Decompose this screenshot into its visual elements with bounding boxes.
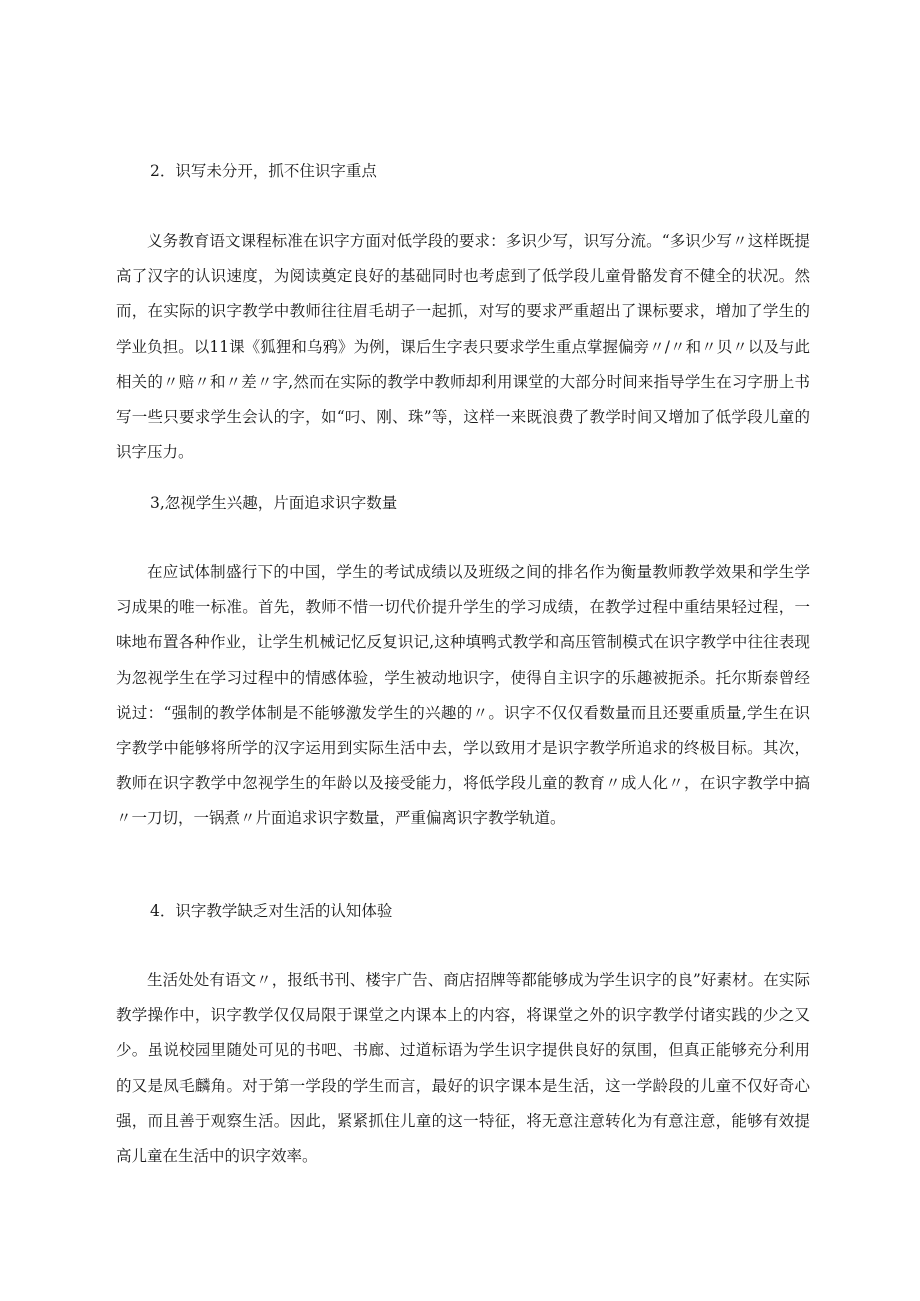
section-heading-2: 2．识写未分开，抓不住识字重点 [150, 162, 377, 180]
section-heading-4: 4．识字教学缺乏对生活的认知体验 [150, 902, 393, 920]
section-heading-3: 3,忽视学生兴趣，片面追求识字数量 [150, 494, 398, 512]
section-paragraph-2: 义务教育语文课程标准在识字方面对低学段的要求：多识少写，识写分流。“多识少写〃这样既提高了汉字的认识速度，为阅读奠定良好的基础同时也考虑到了低学段儿童骨骼发育不健全的状况。然而，在实际的识字教学中教师往往眉毛胡子一起抓，对写的要求严重超出了课标要求，增加了学生的学业负担。以11课《狐狸和乌鸦》为例，课后生字表只要求学生重点掌握偏旁〃/〃和〃贝〃以及与此相关的〃赔〃和〃差〃字,然而在实际的教学中教师却利用课堂的大部分时间来指导学生在习字册上书写一些只要求学生会认的字，如“叼、刚、珠”等，这样一来既浪费了教学时间又增加了低学段儿童的识字压力。 [116, 232, 810, 462]
section-paragraph-3: 在应试体制盛行下的中国，学生的考试成绩以及班级之间的排名作为衡量教师教学效果和学生学习成果的唯一标准。首先，教师不惜一切代价提升学生的学习成绩，在教学过程中重结果轻过程，一味地布置各种作业，让学生机械记忆反复识记,这种填鸭式教学和高压管制模式在识字教学中往往表现为忽视学生在学习过程中的情感体验，学生被动地识字，使得自主识字的乐趣被扼杀。托尔斯泰曾经说过：“强制的教学体制是不能够激发学生的兴趣的〃。识字不仅仅看数量而且还要重质量,学生在识字教学中能够将所学的汉字运用到实际生活中去，学以致用才是识字教学所追求的终极目标。其次，教师在识字教学中忽视学生的年龄以及接受能力，将低学段儿童的教育〃成人化〃，在识字教学中搞〃一刀切，一锅煮〃片面追求识字数量，严重偏离识字教学轨道。 [116, 563, 810, 828]
section-paragraph-4: 生活处处有语文〃，报纸书刊、楼宇广告、商店招牌等都能够成为学生识字的良”好素材。在实际教学操作中，识字教学仅仅局限于课堂之内课本上的内容，将课堂之外的识字教学付诸实践的少之又少。虽说校园里随处可见的书吧、书廊、过道标语为学生识字提供良好的氛围，但真正能够充分利用的又是凤毛麟角。对于第一学段的学生而言，最好的识字课本是生活，这一学龄段的儿童不仅好奇心强，而且善于观察生活。因此，紧紧抓住儿童的这一特征，将无意注意转化为有意注意，能够有效提高儿童在生活中的识字效率。 [116, 971, 810, 1166]
